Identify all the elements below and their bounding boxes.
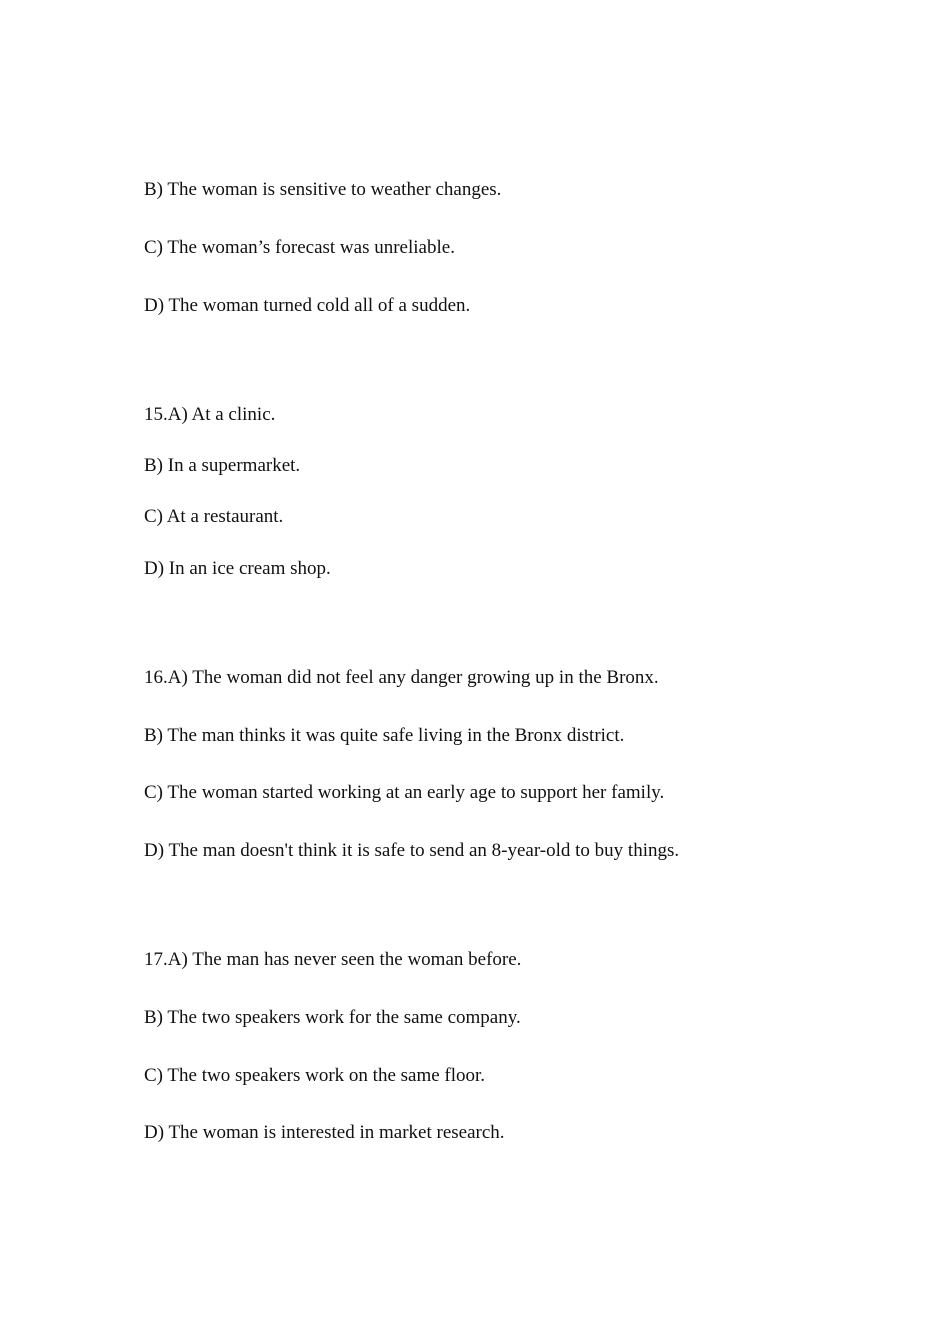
option-17-a: 17.A) The man has never seen the woman before. — [144, 949, 522, 970]
option-17-c: C) The two speakers work on the same floor. — [144, 1065, 486, 1086]
option-16-a: 16.A) The woman did not feel any danger growing up in the Bronx. — [144, 667, 659, 688]
option-15-d: D) In an ice cream shop. — [144, 558, 331, 579]
option-17-d: D) The woman is interested in market research. — [144, 1122, 505, 1143]
option-15-c: C) At a restaurant. — [144, 506, 284, 527]
option-14-b: B) The woman is sensitive to weather changes. — [144, 179, 502, 200]
option-15-b: B) In a supermarket. — [144, 455, 301, 476]
option-16-b: B) The man thinks it was quite safe living in the Bronx district. — [144, 725, 625, 746]
option-15-a: 15.A) At a clinic. — [144, 404, 276, 425]
option-17-b: B) The two speakers work for the same company. — [144, 1007, 521, 1028]
option-14-d: D) The woman turned cold all of a sudden. — [144, 295, 471, 316]
option-16-c: C) The woman started working at an early age to support her family. — [144, 782, 665, 803]
option-14-c: C) The woman’s forecast was unreliable. — [144, 237, 455, 258]
option-16-d: D) The man doesn't think it is safe to send an 8-year-old to buy things. — [144, 840, 680, 861]
